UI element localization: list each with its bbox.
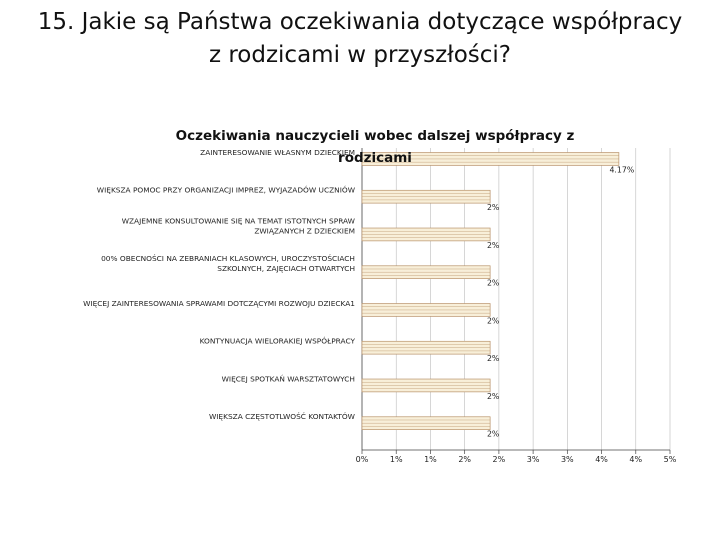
chart-title-line-2: rodzicami: [338, 150, 412, 166]
data-label: 4.17%: [609, 165, 635, 175]
data-label: 2%: [486, 354, 500, 364]
x-tick-label: 0%: [355, 455, 369, 464]
category-label: SZKOLNYCH, ZAJĘCIACH OTWARTYCH: [217, 264, 355, 274]
x-tick-label: 3%: [526, 455, 540, 464]
category-label: WIĘCEJ SPOTKAŃ WARSZTATOWYCH: [221, 374, 355, 384]
category-label: ZAINTERESOWANIE WŁASNYM DZIECKIEM: [200, 147, 355, 157]
data-label: 2%: [486, 278, 500, 288]
category-label: 00% OBECNOŚCI NA ZEBRANIACH KLASOWYCH, UROCZYSTOŚCIACH: [101, 254, 355, 264]
x-tick-label: 1%: [389, 455, 403, 464]
data-label: 2%: [486, 240, 500, 250]
category-label: ZWIĄZANYCH Z DZIECKIEM: [254, 226, 355, 236]
x-tick-label: 5%: [663, 455, 677, 464]
category-label: WIĘCEJ ZAINTERESOWANIA SPRAWAMI DOTCZĄCYMI ROZWOJU DZIECKA1: [83, 298, 355, 308]
chart-title-line-1: Oczekiwania nauczycieli wobec dalszej współpracy z: [175, 128, 575, 144]
x-tick-label: 1%: [424, 455, 437, 464]
data-label: 2%: [486, 391, 500, 401]
category-label: WZAJEMNE KONSULTOWANIE SIĘ NA TEMAT ISTOTNYCH SPRAW: [121, 216, 355, 226]
x-tick-label: 2%: [458, 455, 472, 464]
x-tick-label: 4%: [629, 455, 643, 464]
x-tick-label: 2%: [492, 455, 506, 464]
data-label: 2%: [486, 316, 500, 326]
category-label: WIĘKSZA CZĘSTOTLWOŚĆ KONTAKTÓW: [208, 412, 355, 422]
x-tick-label: 3%: [560, 455, 574, 464]
data-label: 2%: [486, 203, 500, 213]
slide-title-line-1: 15. Jakie są Państwa oczekiwania dotyczące współpracy: [37, 9, 683, 35]
chart-title: [140, 125, 610, 169]
slide-title-line-2: z rodzicami w przyszłości?: [208, 42, 512, 68]
category-label: WIĘKSZA POMOC PRZY ORGANIZACJI IMPREZ, WYJAZADÓW UCZNIÓW: [96, 185, 355, 195]
category-label: KONTYNUACJA WIELORAKIEJ WSPÓŁPRACY: [199, 336, 355, 346]
x-tick-label: 4%: [595, 455, 608, 464]
data-label: 2%: [486, 429, 500, 439]
